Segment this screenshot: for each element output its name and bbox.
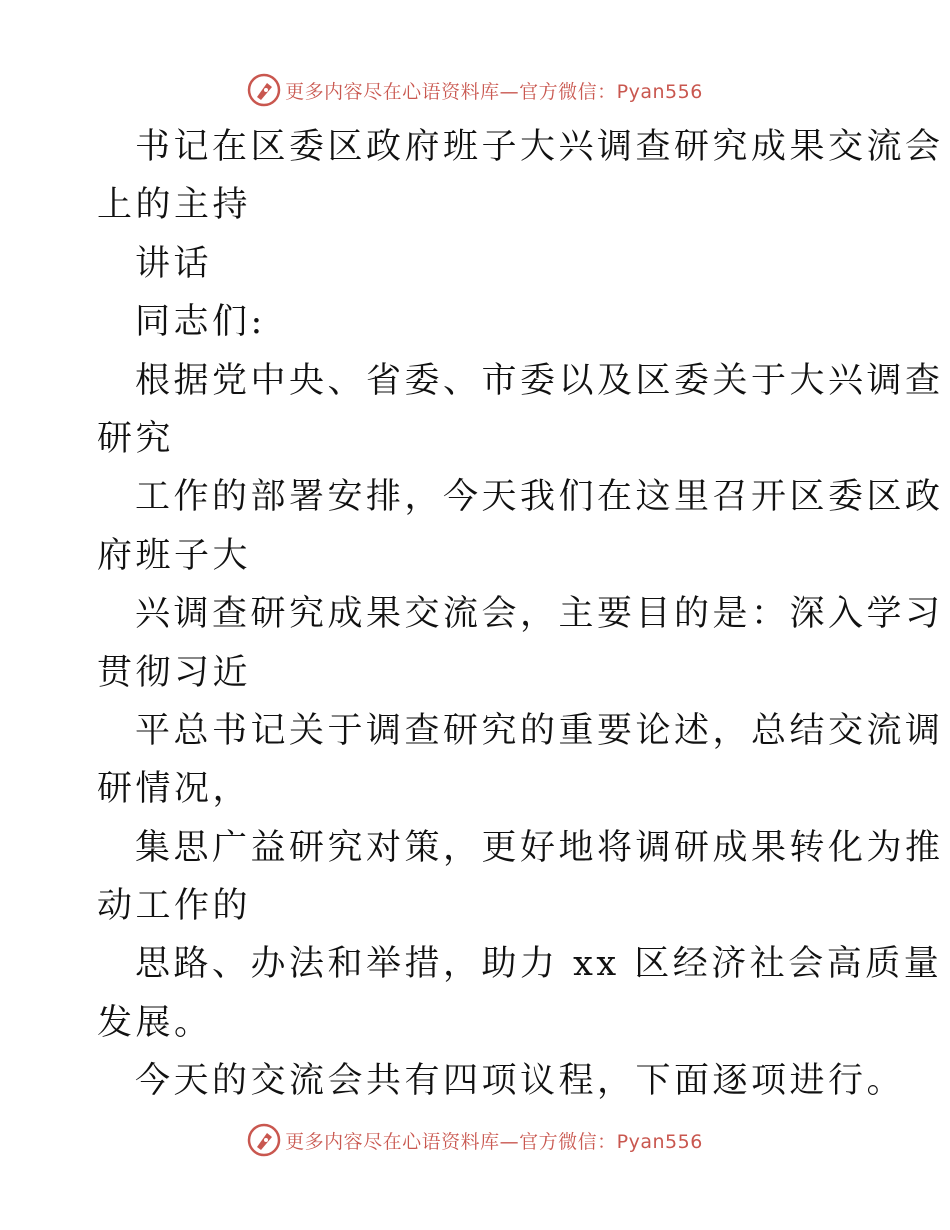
pen-nib-logo-icon <box>247 1123 281 1157</box>
paragraph-line: 贯彻习近 <box>97 652 252 693</box>
paragraph-line: 动工作的 <box>97 886 252 927</box>
watermark-text: 更多内容尽在心语资料库—官方微信：Pyan556 <box>285 1130 703 1153</box>
pen-nib-logo-icon <box>247 73 281 107</box>
paragraph-line: 工作的部署安排，今天我们在这里召开区委区政 <box>135 477 944 518</box>
paragraph-line: 研究 <box>97 418 175 459</box>
paragraph-line: 兴调查研究成果交流会，主要目的是：深入学习 <box>135 594 944 635</box>
paragraph-line: 讲话 <box>135 243 213 284</box>
header-watermark <box>0 70 950 110</box>
paragraph-line: 发展。 <box>97 1002 213 1043</box>
paragraph-line: 府班子大 <box>97 535 252 576</box>
footer-watermark <box>0 1120 950 1160</box>
paragraph-line: 上的主持 <box>97 185 252 226</box>
watermark-text: 更多内容尽在心语资料库—官方微信：Pyan556 <box>285 80 703 103</box>
paragraph-line: 思路、办法和举措，助力 xx 区经济社会高质量 <box>135 944 943 985</box>
paragraph-line: 今天的交流会共有四项议程，下面逐项进行。 <box>135 1061 906 1102</box>
document-body <box>97 118 944 1111</box>
paragraph-line: 同志们: <box>135 302 266 343</box>
paragraph-line: 根据党中央、省委、市委以及区委关于大兴调查 <box>135 360 944 401</box>
paragraph-line: 集思广益研究对策，更好地将调研成果转化为推 <box>135 827 944 868</box>
paragraph-line: 研情况， <box>97 769 252 810</box>
paragraph-line: 书记在区委区政府班子大兴调查研究成果交流会 <box>135 127 944 167</box>
paragraph-line: 平总书记关于调查研究的重要论述，总结交流调 <box>135 710 944 751</box>
